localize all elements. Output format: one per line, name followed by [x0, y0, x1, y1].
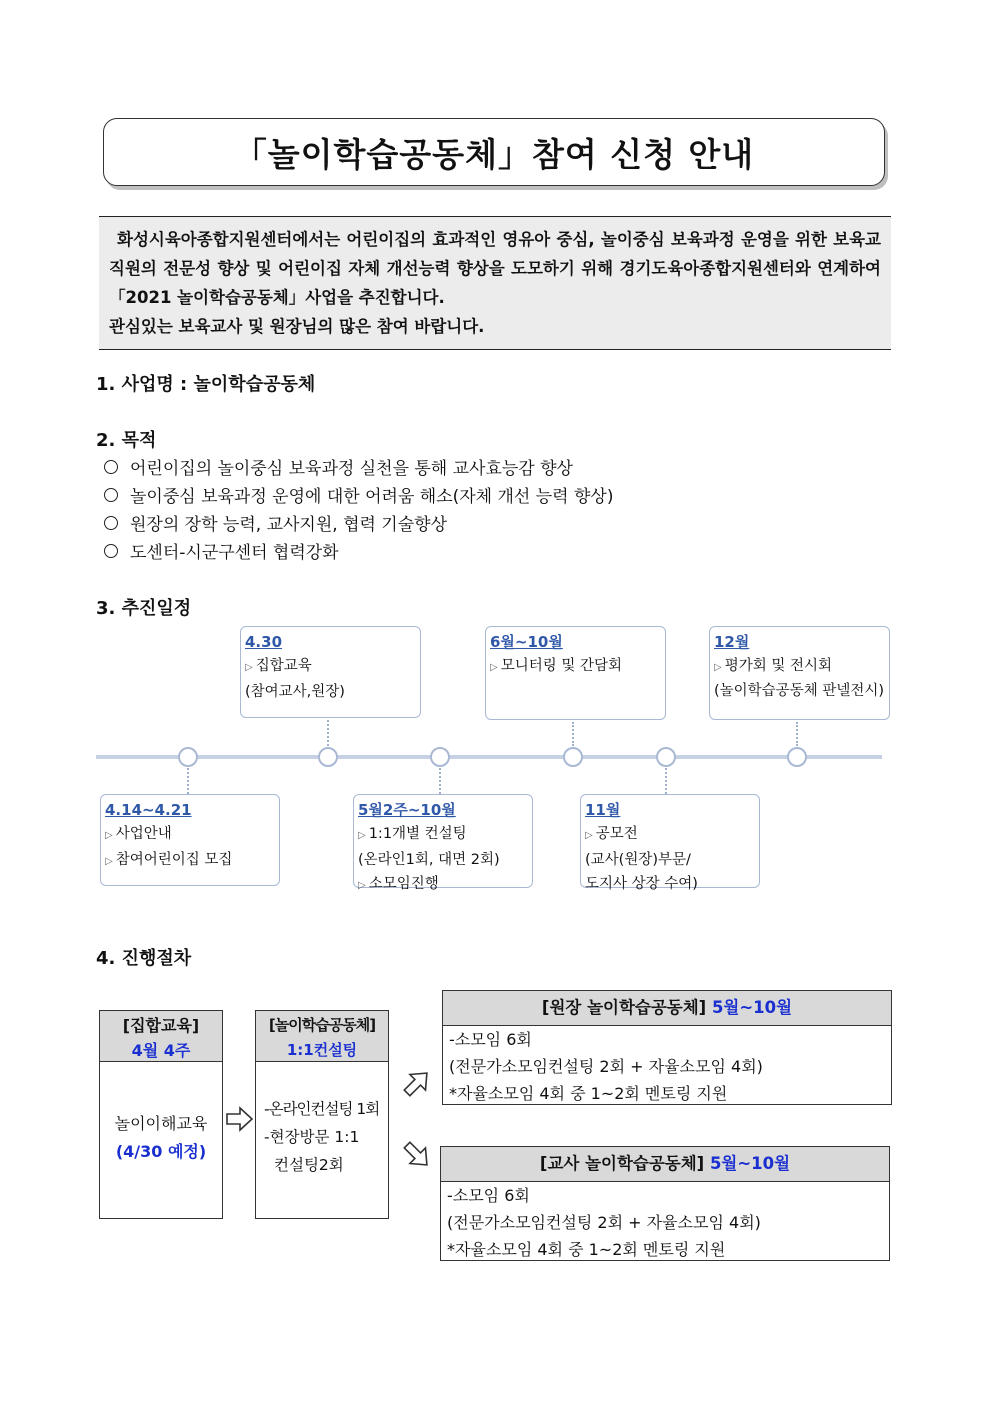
triangle-bullet-icon: ▷ [105, 856, 113, 867]
procedure-box-consulting [255, 1010, 389, 1219]
schedule-box [353, 794, 533, 892]
purpose-item [104, 510, 447, 535]
procedure-period: 4월 4주 [131, 1041, 191, 1060]
procedure-body: -온라인컨설팅 1회 [264, 1100, 380, 1118]
schedule-date: 6월~10월 [490, 633, 563, 651]
schedule-item: 집합교육 [255, 658, 312, 674]
timeline-node [430, 747, 450, 767]
arrow-down-right-icon [400, 1138, 434, 1176]
schedule-item: 1:1개별 컨설팅 [368, 826, 467, 842]
section-1-heading: 1. 사업명 : 놀이학습공동체 [96, 374, 316, 395]
procedure-box-director [442, 990, 892, 1105]
schedule-box [580, 794, 760, 892]
schedule-date: 11월 [585, 801, 621, 819]
schedule-date: 4.14~4.21 [105, 801, 192, 819]
procedure-period: 1:1컨설팅 [286, 1041, 358, 1059]
circle-bullet-icon [104, 460, 118, 474]
arrow-up-right-icon [400, 1066, 434, 1104]
title-box [103, 118, 885, 186]
procedure-body: 놀이이해교육 [114, 1114, 208, 1133]
circle-bullet-icon [104, 544, 118, 558]
section-2-heading: 2. 목적 [96, 430, 157, 451]
triangle-bullet-icon: ▷ [358, 830, 366, 841]
procedure-line: (전문가소모임컨설팅 2회 + 자율소모임 4회) [449, 1057, 763, 1076]
schedule-date: 4.30 [245, 633, 283, 651]
procedure-body: -현장방문 1:1 [264, 1128, 360, 1146]
triangle-bullet-icon: ▷ [714, 662, 722, 673]
procedure-line: (전문가소모임컨설팅 2회 + 자율소모임 4회) [447, 1213, 761, 1232]
intro-closing: 관심있는 보육교사 및 원장님의 많은 참여 바랍니다. [109, 317, 485, 336]
schedule-box [709, 626, 890, 720]
purpose-text: 원장의 장학 능력, 교사지원, 협력 기술향상 [130, 515, 448, 535]
procedure-box-teacher [440, 1146, 890, 1261]
schedule-item: (교사(원장)부문/ [585, 852, 691, 868]
schedule-item: 공모전 [595, 826, 638, 842]
timeline-node [178, 747, 198, 767]
timeline-connector [439, 768, 441, 794]
schedule-item: 도지사 상장 수여) [585, 876, 698, 892]
circle-bullet-icon [104, 516, 118, 530]
purpose-text: 어린이집의 놀이중심 보육과정 실천을 통해 교사효능감 향상 [130, 459, 573, 479]
procedure-period: 5월~10월 [709, 1154, 791, 1173]
timeline-line [96, 755, 882, 759]
section-4-heading: 4. 진행절차 [96, 948, 192, 969]
procedure-head: [원장 놀이학습공동체] [541, 998, 707, 1017]
schedule-item: 사업안내 [115, 826, 172, 842]
timeline-node [787, 747, 807, 767]
procedure-line: *자율소모임 4회 중 1~2회 멘토링 지원 [449, 1084, 728, 1103]
procedure-line: -소모임 6회 [447, 1186, 530, 1205]
schedule-date: 12월 [714, 633, 750, 651]
timeline-node [656, 747, 676, 767]
intro-paragraph: 화성시육아종합지원센터에서는 어린이집의 효과적인 영유아 중심, 놀이중심 보육과정 운영을 위한 보육교직원의 전문성 향상 및 어린이집 자체 개선능력 향상을 도모하기 위해 경기도육아종합지원센터와 연계하여「2021 놀이학습공동체」사업을 추진합니다. [109, 230, 881, 307]
purpose-item [104, 454, 573, 479]
schedule-item: (참여교사,원장) [245, 684, 345, 700]
procedure-head: [집합교육] [122, 1016, 200, 1035]
schedule-item: (온라인1회, 대면 2회) [358, 852, 500, 868]
timeline-connector [327, 720, 329, 746]
schedule-box [485, 626, 666, 720]
circle-bullet-icon [104, 488, 118, 502]
page-title: 「놀이학습공동체」참여 신청 안내 [233, 134, 755, 174]
triangle-bullet-icon: ▷ [105, 830, 113, 841]
triangle-bullet-icon: ▷ [490, 662, 498, 673]
schedule-date: 5월2주~10월 [358, 801, 456, 819]
schedule-item: (놀이학습공동체 판넬전시) [714, 683, 884, 699]
schedule-item: 평가회 및 전시회 [724, 658, 832, 674]
timeline-connector [796, 722, 798, 746]
triangle-bullet-icon: ▷ [585, 830, 593, 841]
triangle-bullet-icon: ▷ [245, 662, 253, 673]
schedule-box [100, 794, 280, 886]
procedure-box-training [99, 1010, 223, 1219]
schedule-item: 모니터링 및 간담회 [500, 658, 622, 674]
intro-box [99, 216, 891, 350]
timeline-connector [572, 722, 574, 746]
purpose-text: 놀이중심 보육과정 운영에 대한 어려움 해소(자체 개선 능력 향상) [130, 487, 614, 507]
timeline-connector [665, 768, 667, 794]
procedure-body: 컨설팅2회 [274, 1156, 344, 1174]
arrow-right-icon [226, 1106, 254, 1136]
procedure-line: -소모임 6회 [449, 1030, 532, 1049]
procedure-head: [놀이학습공동체] [268, 1016, 376, 1034]
timeline-node [318, 747, 338, 767]
schedule-box [240, 626, 421, 718]
timeline-connector [187, 768, 189, 794]
procedure-period: 5월~10월 [711, 998, 793, 1017]
purpose-text: 도센터-시군구센터 협력강화 [130, 543, 339, 563]
procedure-line: *자율소모임 4회 중 1~2회 멘토링 지원 [447, 1240, 726, 1259]
procedure-head: [교사 놀이학습공동체] [539, 1154, 705, 1173]
triangle-bullet-icon: ▷ [358, 880, 366, 891]
purpose-item [104, 482, 613, 507]
purpose-item [104, 538, 339, 563]
section-3-heading: 3. 추진일정 [96, 598, 192, 619]
schedule-item: 소모임진행 [368, 876, 439, 892]
schedule-item: 참여어린이집 모집 [115, 852, 233, 868]
timeline-node [563, 747, 583, 767]
procedure-date: (4/30 예정) [115, 1142, 207, 1161]
